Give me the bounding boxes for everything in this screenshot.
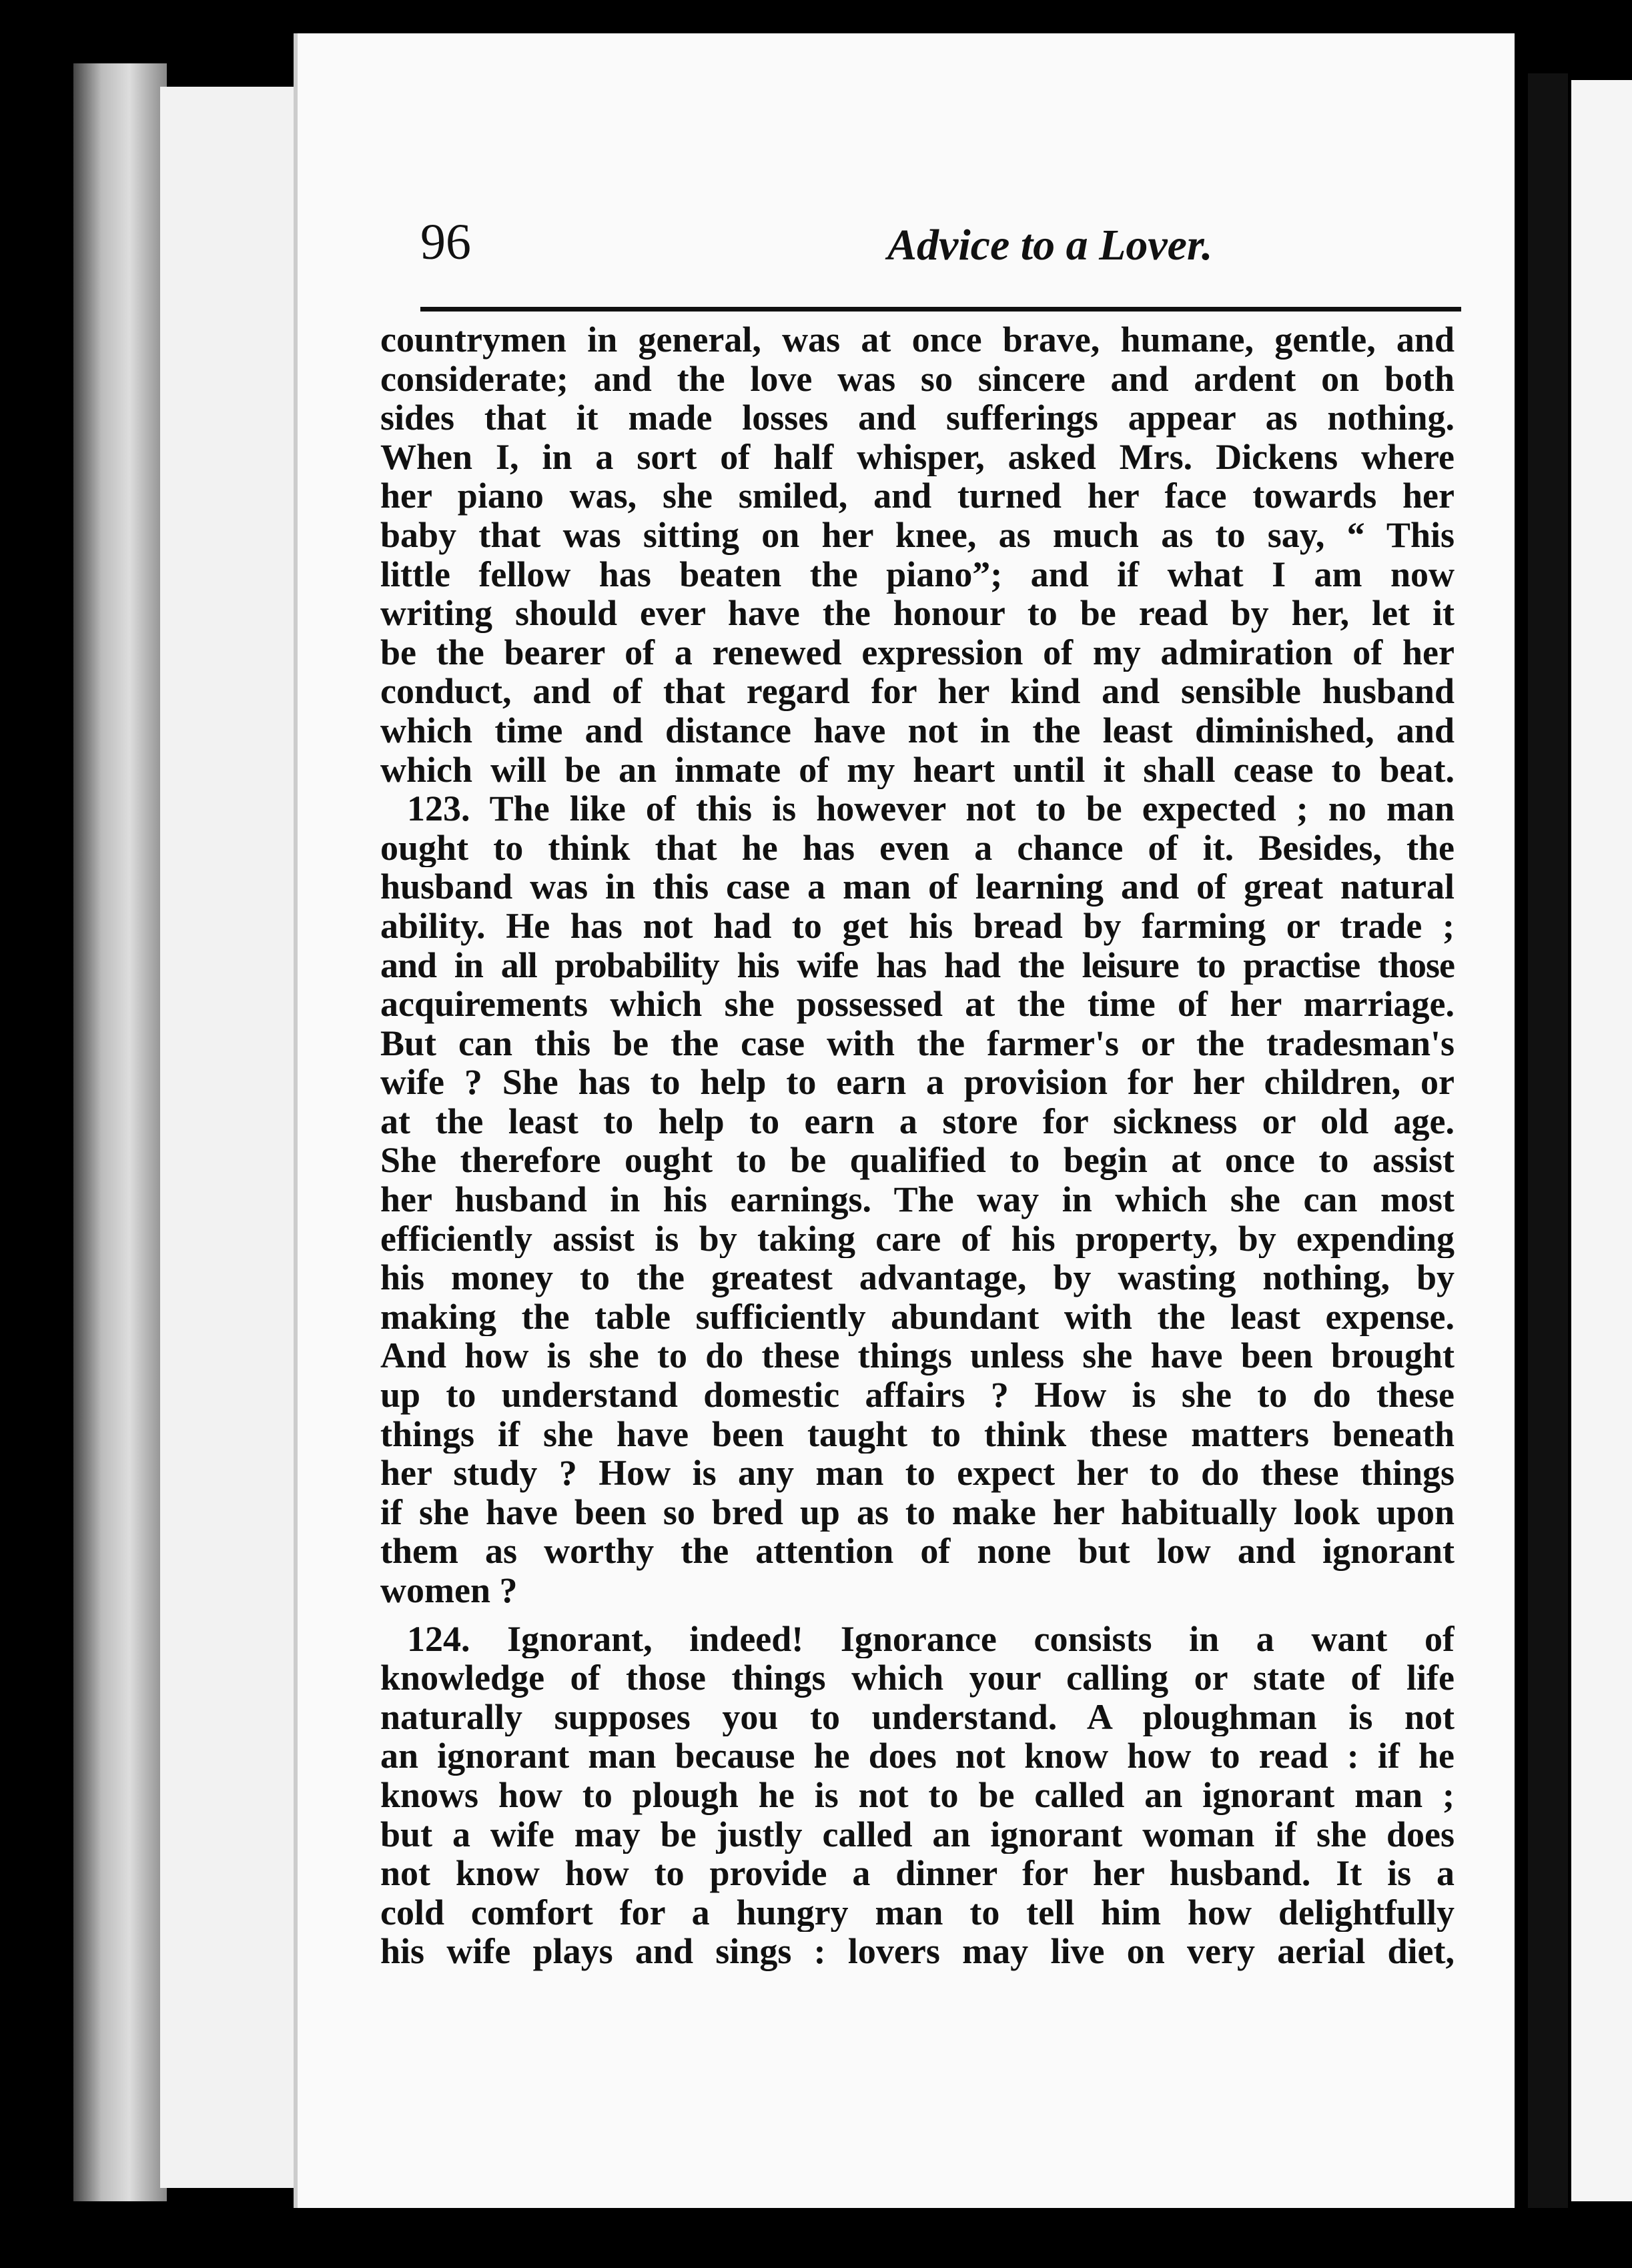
text-line: his money to the greatest advantage, by wasting nothing, by bbox=[380, 1258, 1455, 1297]
page-number: 96 bbox=[420, 214, 471, 270]
text-line: countrymen in general, was at once brave, humane, gentle, and bbox=[380, 320, 1455, 360]
text-line: his wife plays and sings : lovers may live on very aerial diet, bbox=[380, 1932, 1455, 1971]
text-line: husband was in this case a man of learning and of great natural bbox=[380, 867, 1455, 907]
text-line: but a wife may be justly called an ignorant woman if she does bbox=[380, 1814, 1455, 1854]
text-line: which time and distance have not in the least diminished, and bbox=[380, 710, 1455, 750]
text-line: But can this be the case with the farmer's or the tradesman's bbox=[380, 1023, 1455, 1063]
text-line: 124. Ignorant, indeed! Ignorance consists in a want of bbox=[407, 1619, 1455, 1659]
text-line: baby that was sitting on her knee, as much as to say, “ This bbox=[380, 515, 1455, 555]
running-title: Advice to a Lover. bbox=[887, 221, 1213, 269]
book-page bbox=[294, 33, 1515, 2208]
header-rule bbox=[420, 307, 1461, 312]
paragraph-gap bbox=[380, 1610, 1455, 1620]
text-line: not know how to provide a dinner for her husband. It is a bbox=[380, 1854, 1455, 1893]
text-line: which will be an inmate of my heart until it shall cease to beat. bbox=[380, 750, 1455, 790]
text-line: at the least to help to earn a store for sickness or old age. bbox=[380, 1101, 1455, 1141]
paragraph-123 bbox=[380, 789, 1455, 1610]
paragraph-124 bbox=[380, 1620, 1455, 1971]
facing-page-right bbox=[1571, 80, 1632, 2201]
text-line: things if she have been taught to think these matters beneath bbox=[380, 1414, 1455, 1454]
text-line: an ignorant man because he does not know how to read : if he bbox=[380, 1736, 1455, 1776]
text-line: women ? bbox=[380, 1571, 518, 1610]
text-line: writing should ever have the honour to be read by her, let it bbox=[380, 594, 1455, 633]
text-line: acquirements which she possessed at the time of her marriage. bbox=[380, 985, 1455, 1024]
text-line: conduct, and of that regard for her kind and sensible husband bbox=[380, 672, 1455, 711]
text-line: be the bearer of a renewed expression of my admiration of her bbox=[380, 632, 1455, 672]
text-line: her piano was, she smiled, and turned her face towards her bbox=[380, 476, 1455, 516]
text-line: up to understand domestic affairs ? How is she to do these bbox=[380, 1375, 1455, 1415]
text-line: her study ? How is any man to expect her to do these things bbox=[380, 1454, 1455, 1493]
text-line: And how is she to do these things unless she have been brought bbox=[380, 1336, 1455, 1376]
book-binding-right bbox=[1528, 73, 1568, 2208]
text-line: knows how to plough he is not to be called an ignorant man ; bbox=[380, 1775, 1455, 1815]
text-line: sides that it made losses and sufferings appear as nothing. bbox=[380, 398, 1455, 438]
text-line: naturally supposes you to understand. A ploughman is not bbox=[380, 1697, 1455, 1737]
text-line: When I, in a sort of half whisper, asked Mrs. Dickens where bbox=[380, 437, 1455, 477]
text-line: wife ? She has to help to earn a provision for her children, or bbox=[380, 1063, 1455, 1102]
text-line: considerate; and the love was so sincere and ardent on both bbox=[380, 359, 1455, 399]
text-line: making the table sufficiently abundant with the least expense. bbox=[380, 1297, 1455, 1337]
text-line: efficiently assist is by taking care of his property, by expending bbox=[380, 1219, 1455, 1259]
text-line: and in all probability his wife has had the leisure to practise those bbox=[380, 945, 1455, 985]
text-line: She therefore ought to be qualified to begin at once to assist bbox=[380, 1141, 1455, 1181]
body-text bbox=[380, 320, 1455, 1971]
text-line: them as worthy the attention of none but low and ignorant bbox=[380, 1532, 1455, 1571]
text-line: 123. The like of this is however not to be expected ; no man bbox=[407, 789, 1455, 828]
facing-page-left bbox=[160, 87, 307, 2188]
text-line: knowledge of those things which your calling or state of life bbox=[380, 1658, 1455, 1698]
text-line: if she have been so bred up as to make her habitually look upon bbox=[380, 1492, 1455, 1532]
text-line: ability. He has not had to get his bread by farming or trade ; bbox=[380, 906, 1455, 946]
page-header bbox=[420, 193, 1461, 294]
book-edge-left bbox=[73, 63, 167, 2201]
paragraph-continued bbox=[380, 320, 1455, 789]
text-line: little fellow has beaten the piano”; and if what I am now bbox=[380, 554, 1455, 594]
text-line: her husband in his earnings. The way in which she can most bbox=[380, 1180, 1455, 1219]
text-line: cold comfort for a hungry man to tell him how delightfully bbox=[380, 1892, 1455, 1932]
text-line: ought to think that he has even a chance of it. Besides, the bbox=[380, 828, 1455, 868]
